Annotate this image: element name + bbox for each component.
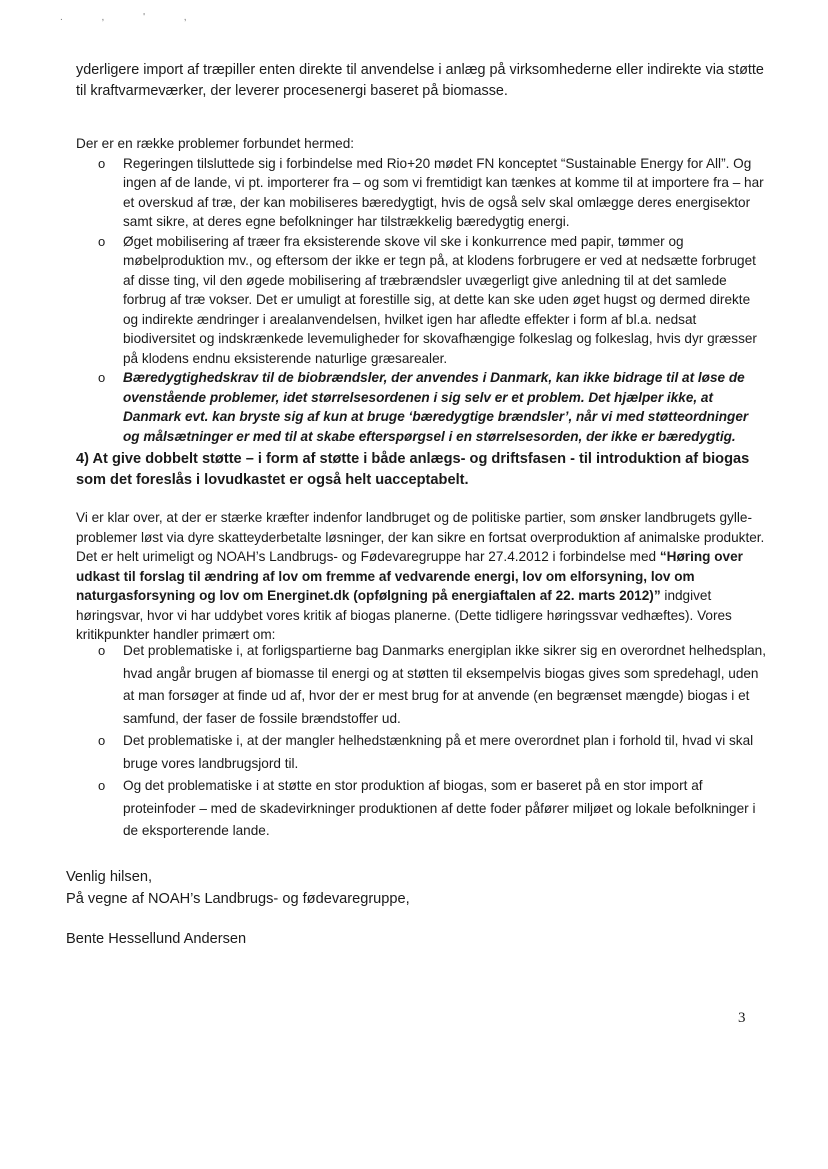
bullet-icon: o bbox=[98, 155, 106, 171]
list-item bbox=[76, 730, 766, 775]
critique-text: Og det problematiske i at støtte en stor produktion af biogas, som er baseret på en stor import af proteinfoder – med de skadevirkninger produktionen af dette foder påfører miljøet og lokale befolkninger i de eksporterende lande. bbox=[123, 778, 756, 838]
closing-greeting: Venlig hilsen, bbox=[66, 869, 153, 885]
bullet-icon: o bbox=[98, 370, 106, 385]
biogas-text-b: indgivet høringsvar, hvor vi har uddybet vores kritik af biogas planerne. (Dette tidligere høringssvar vedhæftes). Vores kritikpunkter handler primært om: bbox=[76, 588, 732, 642]
problems-list bbox=[76, 154, 766, 447]
list-item bbox=[76, 775, 766, 843]
list-item bbox=[76, 232, 766, 369]
critique-section bbox=[76, 640, 766, 843]
on-behalf-line: På vegne af NOAH’s Landbrugs- og fødevaregruppe, bbox=[66, 891, 410, 907]
intro-paragraph: yderligere import af træpiller enten direkte til anvendelse i anlæg på virksomhederne eller indirekte via støtte til kraftvarmeværker, der leverer procesenergi baseret på biomasse. bbox=[76, 62, 764, 99]
problem-text: Bæredygtighedskrav til de biobrændsler, der anvendes i Danmark, kan ikke bidrage til at løse de ovenstående problemer, idet størrelsesordenen i sig selv er et problem. Det hjælper ikke, at Danmark evt. kan bryste sig af kun at bruge ‘bæredygtige brændsler’, når vi med støtteordninger og målsætninger er med til at skabe efterspørgsel i en størrelsesorden, der ikke er bæredygtig. bbox=[123, 370, 749, 444]
problems-section bbox=[76, 134, 766, 446]
critique-list bbox=[76, 640, 766, 843]
bullet-icon: o bbox=[98, 643, 106, 658]
critique-text: Det problematiske i, at der mangler helhedstænkning på et mere overordnet plan i forhold til, hvad vi skal bruge vores landbrugsjord til. bbox=[123, 733, 754, 771]
list-item bbox=[76, 640, 766, 730]
section-heading-4: 4) At give dobbelt støtte – i form af støtte i både anlægs- og driftsfasen - til introduktion af biogas som det foreslås i lovudkastet er også helt uacceptabelt. bbox=[76, 451, 750, 488]
bullet-icon: o bbox=[98, 778, 106, 793]
list-item bbox=[76, 154, 766, 232]
problems-intro: Der er en række problemer forbundet hermed: bbox=[76, 136, 355, 151]
biogas-text-a: Vi er klar over, at der er stærke kræfter indenfor landbruget og de politiske partier, som ønsker landbrugets gylle-problemer løst via dyre skatteyderbetalte løsninger, der kan sikre en fortsat overproduktion af animalske produkter. Det er helt urimeligt og NOAH’s Landbrugs- og Fødevaregruppe har 27.4.2012 i forbindelse med bbox=[76, 510, 765, 564]
list-item bbox=[76, 368, 766, 446]
biogas-paragraph bbox=[76, 508, 766, 645]
scan-specks: . , ' , bbox=[60, 12, 205, 23]
critique-text: Det problematiske i, at forligspartierne bag Danmarks energiplan ikke sikrer sig en overordnet helhedsplan, hvad angår brugen af biomasse til energi og at støtten til eksempelvis biogas gives som spredehagl, uden at man forsøger at finde ud af, hvor der er mest brug for at anvende (en begrænset mængde) biogas i et samfund, der faser de fossile brændstoffer ud. bbox=[123, 643, 767, 726]
problem-text: Regeringen tilsluttede sig i forbindelse med Rio+20 mødet FN konceptet “Sustainable Energy for All”. Og ingen af de lande, vi pt. importerer fra – og som vi fremtidigt kan tænkes at komme til at importere fra – har et overskud af træ, der kan mobiliseres bæredygtigt, hvis de også selv skal omlægge deres energisektor samt sikre, at deres egne befolkninger har tilstrækkelig bæredygtig energi. bbox=[123, 155, 764, 229]
problem-text: Øget mobilisering af træer fra eksisterende skove vil ske i konkurrence med papir, tømmer og møbelproduktion mv., og eftersom der ikke er tegn på, at klodens forbrugere er ved at nedsætte forbruget af disse ting, vil den øgede mobilisering af træbrændsler uvægerligt give anledning til at det samlede forbrug af træ vokser. Det er umuligt at forestille sig, at dette kan ske uden øget hugst og dermed direkte og indirekte ændringer i arealanvendelsen, hvilket igen har afledte effekter i form af bl.a. nedsat biodiversitet og indskrænkede levemuligheder for skovafhængige folkeslag og folkeslag, hvis dyr græsser på klodens endnu eksisterende naturlige græsarealer. bbox=[123, 233, 757, 366]
bullet-icon: o bbox=[98, 733, 106, 748]
bullet-icon: o bbox=[98, 233, 106, 249]
hearing-title: “Høring over udkast til forslag til ændring af lov om fremme af vedvarende energi, lov om elforsyning, lov om naturgasforsyning og lov om Energinet.dk (opfølgning på energiaftalen af 22. marts 2012)” bbox=[76, 549, 743, 603]
page-number: 3 bbox=[738, 1010, 746, 1026]
signer-name: Bente Hessellund Andersen bbox=[66, 931, 247, 947]
